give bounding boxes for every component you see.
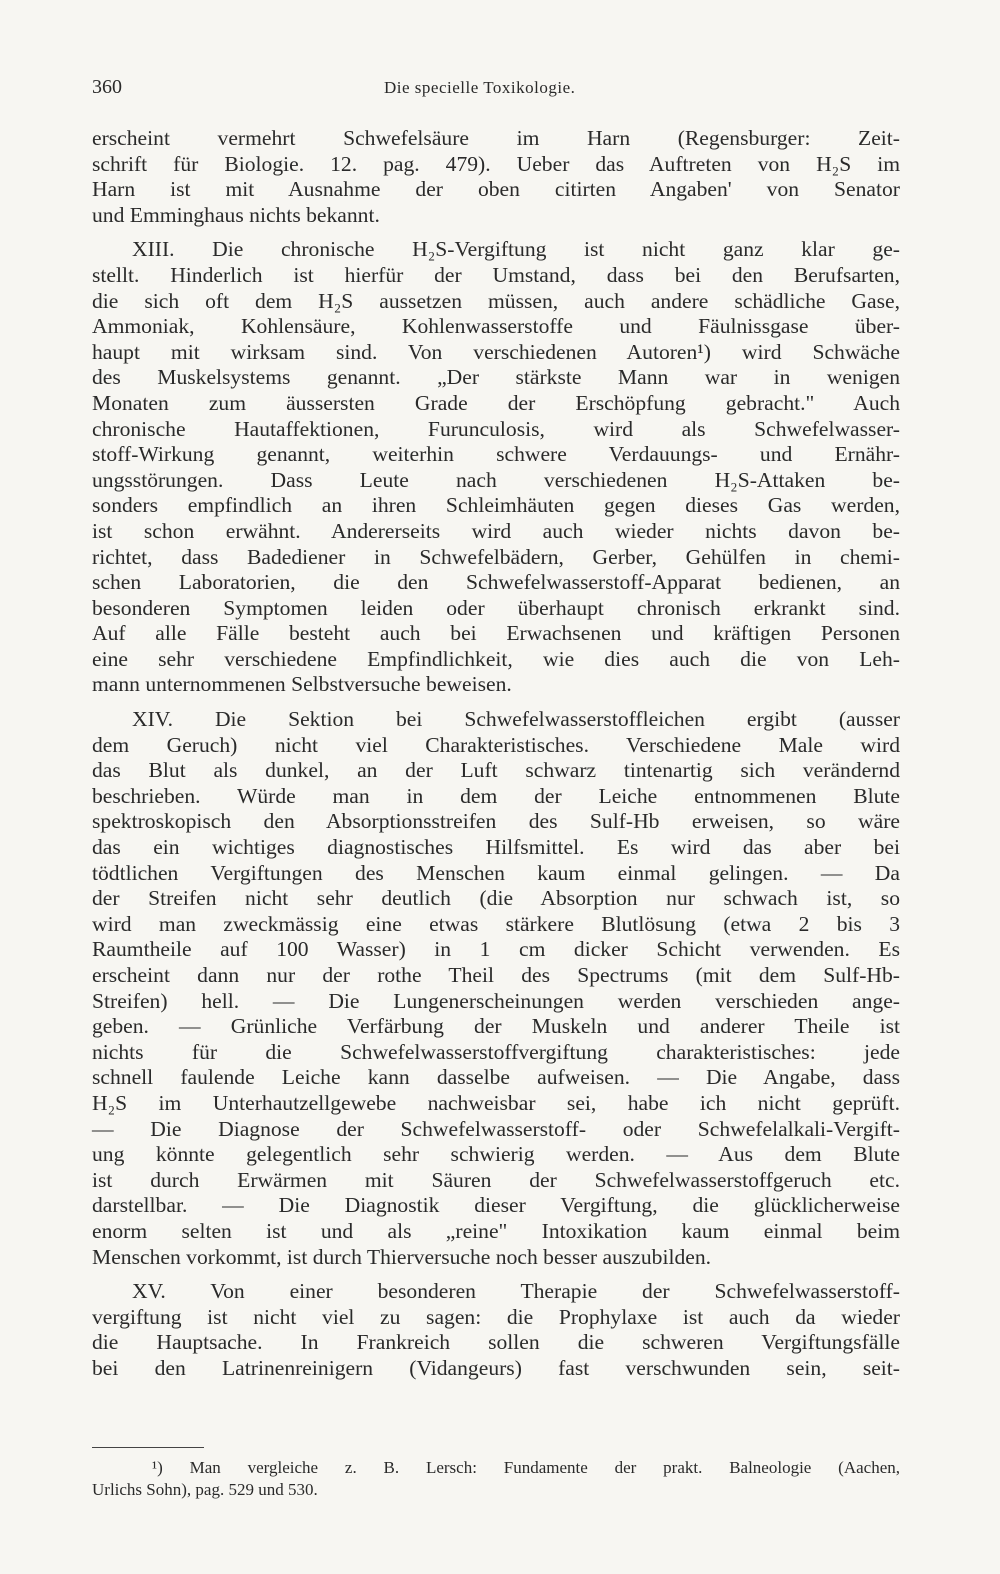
text-line: beschrieben. Würde man in dem der Leiche entnommenen Blute [92, 783, 900, 808]
text-line: ist durch Erwärmen mit Säuren der Schwefelwasserstoffgeruch etc. [92, 1167, 900, 1192]
text-line: Streifen) hell. — Die Lungenerscheinungen werden verschieden ange- [92, 988, 900, 1013]
text-line: besonderen Symptomen leiden oder überhaupt chronisch erkrankt sind. [92, 595, 900, 620]
text-line: spektroskopisch den Absorptionsstreifen des Sulf-Hb erweisen, so wäre [92, 809, 900, 834]
text-line: mann unternommenen Selbstversuche beweisen. [92, 672, 512, 697]
text-line: richtet, dass Badediener in Schwefelbädern, Gerber, Gehülfen in chemi- [92, 544, 900, 569]
text-line: geben. — Grünliche Verfärbung der Muskeln und anderer Theile ist [92, 1014, 900, 1039]
text-line: des Muskelsystems genannt. „Der stärkste Mann war in wenigen [92, 365, 900, 390]
text-line: ungsstörungen. Dass Leute nach verschiedenen H₂S-Attaken be- [92, 467, 900, 492]
section-xiii-start: XIII. Die chronische H₂S-Vergiftung ist nicht ganz klar ge- [132, 237, 900, 262]
text-line: — Die Diagnose der Schwefelwasserstoff- oder Schwefelalkali-Vergift- [92, 1116, 900, 1141]
text-line: erscheint dann nur der rothe Theil des Spectrums (mit dem Sulf-Hb- [92, 963, 900, 987]
text-line: stellt. Hinderlich ist hierfür der Umstand, dass bei den Berufsarten, [92, 262, 900, 287]
text-line: enorm selten ist und als „reine" Intoxikation kaum einmal beim [92, 1218, 900, 1243]
footnote [92, 1457, 900, 1501]
footnote-line: Urlichs Sohn), pag. 529 und 530. [92, 1480, 318, 1499]
text-line: Menschen vorkommt, ist durch Thierversuche noch besser auszubilden. [92, 1244, 712, 1269]
page-number: 360 [92, 76, 122, 98]
text-line: haupt mit wirksam sind. Von verschiedenen Autoren¹) wird Schwäche [92, 339, 900, 364]
text-line: ist schon erwähnt. Andererseits wird auch wieder nichts davon be- [92, 518, 900, 543]
text-line: erscheint vermehrt Schwefelsäure im Harn (Regensburger: Zeit- [92, 126, 900, 150]
footnote-divider [92, 1447, 204, 1448]
text-line: darstellbar. — Die Diagnostik dieser Vergiftung, die glücklicherweise [92, 1193, 900, 1218]
text-line: und Emminghaus nichts bekannt. [92, 202, 380, 227]
text-line: chronische Hautaffektionen, Furunculosis, wird als Schwefelwasser- [92, 416, 900, 441]
body-text [92, 126, 900, 1382]
text-line: H₂S im Unterhautzellgewebe nachweisbar sei, habe ich nicht geprüft. [92, 1090, 900, 1115]
text-line: stoff-Wirkung genannt, weiterhin schwere Verdauungs- und Ernähr- [92, 442, 900, 467]
text-line: schrift für Biologie. 12. pag. 479). Ueber das Auftreten von H₂S im [92, 151, 900, 176]
text-line: schen Laboratorien, die den Schwefelwasserstoff-Apparat bedienen, an [92, 570, 900, 595]
text-line: schnell faulende Leiche kann dasselbe aufweisen. — Die Angabe, dass [92, 1065, 900, 1090]
text-line: wird man zweckmässig eine etwas stärkere Blutlösung (etwa 2 bis 3 [92, 911, 900, 936]
text-line: das Blut als dunkel, an der Luft schwarz tintenartig sich verändernd [92, 758, 900, 783]
text-line: das ein wichtiges diagnostisches Hilfsmittel. Es wird das aber bei [92, 835, 900, 860]
text-line: der Streifen nicht sehr deutlich (die Absorption nur schwach ist, so [92, 886, 900, 911]
section-xiv-start: XIV. Die Sektion bei Schwefelwasserstoffleichen ergibt (ausser [132, 707, 900, 732]
text-line: ung könnte gelegentlich sehr schwierig werden. — Aus dem Blute [92, 1142, 900, 1167]
text-line: vergiftung ist nicht viel zu sagen: die Prophylaxe ist auch da wieder [92, 1304, 900, 1329]
text-line: eine sehr verschiedene Empfindlichkeit, wie dies auch die von Leh- [92, 646, 900, 671]
footnote-line: ¹) Man vergleiche z. B. Lersch: Fundamente der prakt. Balneologie (Aachen, [152, 1458, 900, 1477]
text-line: dem Geruch) nicht viel Charakteristisches. Verschiedene Male wird [92, 732, 900, 757]
text-line: Auf alle Fälle besteht auch bei Erwachsenen und kräftigen Personen [92, 621, 900, 646]
section-xv-start: XV. Von einer besonderen Therapie der Schwefelwasserstoff- [132, 1279, 900, 1304]
text-line: Monaten zum äussersten Grade der Erschöpfung gebracht." Auch [92, 390, 900, 415]
page-header [92, 76, 900, 106]
text-line: tödtlichen Vergiftungen des Menschen kaum einmal gelingen. — Da [92, 860, 900, 885]
text-line: sonders empfindlich an ihren Schleimhäuten gegen dieses Gas werden, [92, 493, 900, 518]
text-line: Raumtheile auf 100 Wasser) in 1 cm dicker Schicht verwenden. Es [92, 937, 900, 962]
text-line: die sich oft dem H₂S aussetzen müssen, auch andere schädliche Gase, [92, 288, 900, 313]
running-head: Die specielle Toxikologie. [384, 78, 576, 97]
text-line: nichts für die Schwefelwasserstoffvergiftung charakteristisches: jede [92, 1039, 900, 1064]
text-line: bei den Latrinenreinigern (Vidangeurs) fast verschwunden sein, seit- [92, 1355, 900, 1380]
text-line: die Hauptsache. In Frankreich sollen die schweren Vergiftungsfälle [92, 1330, 900, 1355]
text-line: Harn ist mit Ausnahme der oben citirten Angaben' von Senator [92, 177, 900, 202]
text-line: Ammoniak, Kohlensäure, Kohlenwasserstoffe und Fäulnissgase über- [92, 314, 900, 339]
